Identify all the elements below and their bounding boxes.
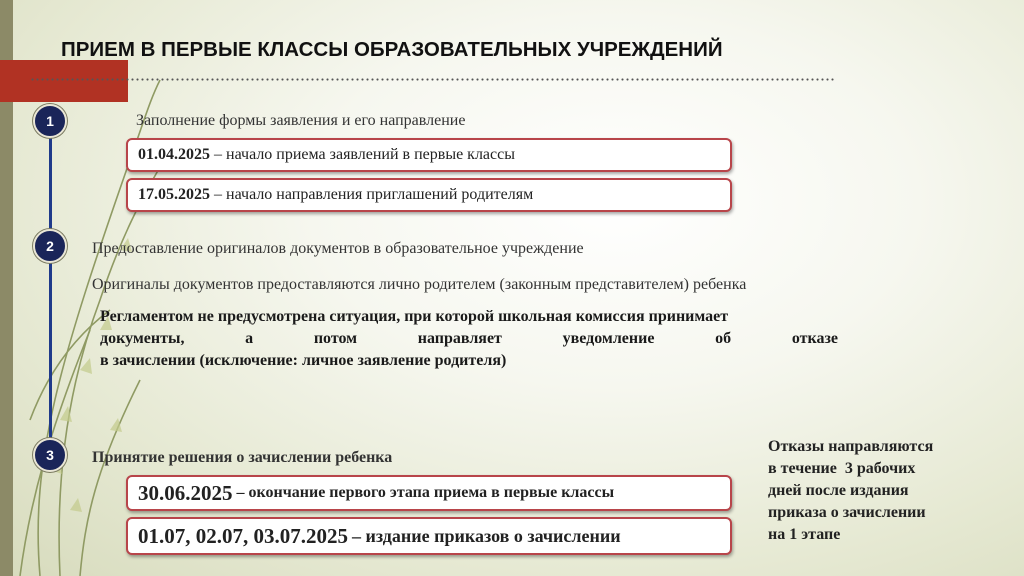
step-1-date-1-text: – начало приема заявлений в первые классы [214,146,515,163]
red-header-tab [0,60,128,102]
step-2-heading: Предоставление оригиналов документов в образовательное учреждение [92,240,584,257]
side-note-line: на 1 этапе [768,526,841,543]
note-word: отказе [791,330,838,347]
refusal-side-note [768,436,988,546]
step-3-date-2-text: – издание приказов о зачислении [352,525,621,546]
side-note-line: в течение 3 рабочих [768,460,916,477]
side-note-line: приказа о зачислении [768,504,926,521]
note-word: направляет [417,330,502,347]
step-3-date-box-2 [126,517,732,555]
step-1-date-2-text: – начало направления приглашений родителям [214,186,534,203]
step-1-date-box-2 [126,178,732,212]
step-3-heading: Принятие решения о зачислении ребенка [92,449,393,466]
step-1-badge: 1 [33,104,67,138]
step-1-date-1: 01.04.2025 [138,146,210,163]
regulation-note-line-3: в зачислении (исключение: личное заявление родителя) [100,352,507,369]
note-word: уведомление [562,330,655,347]
page-title: ПРИЕМ В ПЕРВЫЕ КЛАССЫ ОБРАЗОВАТЕЛЬНЫХ УЧРЕЖДЕНИЙ [61,38,723,61]
step-2-subtext: Оригиналы документов предоставляются лично родителем (законным представителем) ребенка [92,276,747,293]
note-word: об [715,330,732,347]
side-note-line: Отказы направляются [768,438,934,455]
note-word: а [245,330,254,347]
step-3-date-1: 30.06.2025 [138,480,233,505]
step-3-date-box-1 [126,475,732,511]
step-3-date-1-text: – окончание первого этапа приема в первые классы [236,484,615,501]
regulation-note-line-1: Регламентом не предусмотрена ситуация, при которой школьная комиссия принимает [100,308,729,325]
step-1-date-box-1 [126,138,732,172]
step-1-date-2: 17.05.2025 [138,186,210,203]
timeline-line [49,120,52,456]
note-word: документы, [100,330,185,347]
step-1-heading: Заполнение формы заявления и его направление [136,112,466,129]
regulation-note [100,306,874,372]
side-note-line: дней после издания [768,482,909,499]
note-word: потом [313,330,358,347]
step-3-badge: 3 [33,438,67,472]
step-3-date-2: 01.07, 02.07, 03.07.2025 [138,523,348,548]
step-2-badge: 2 [33,229,67,263]
dotted-divider [30,78,835,81]
regulation-note-line-2 [100,328,838,350]
